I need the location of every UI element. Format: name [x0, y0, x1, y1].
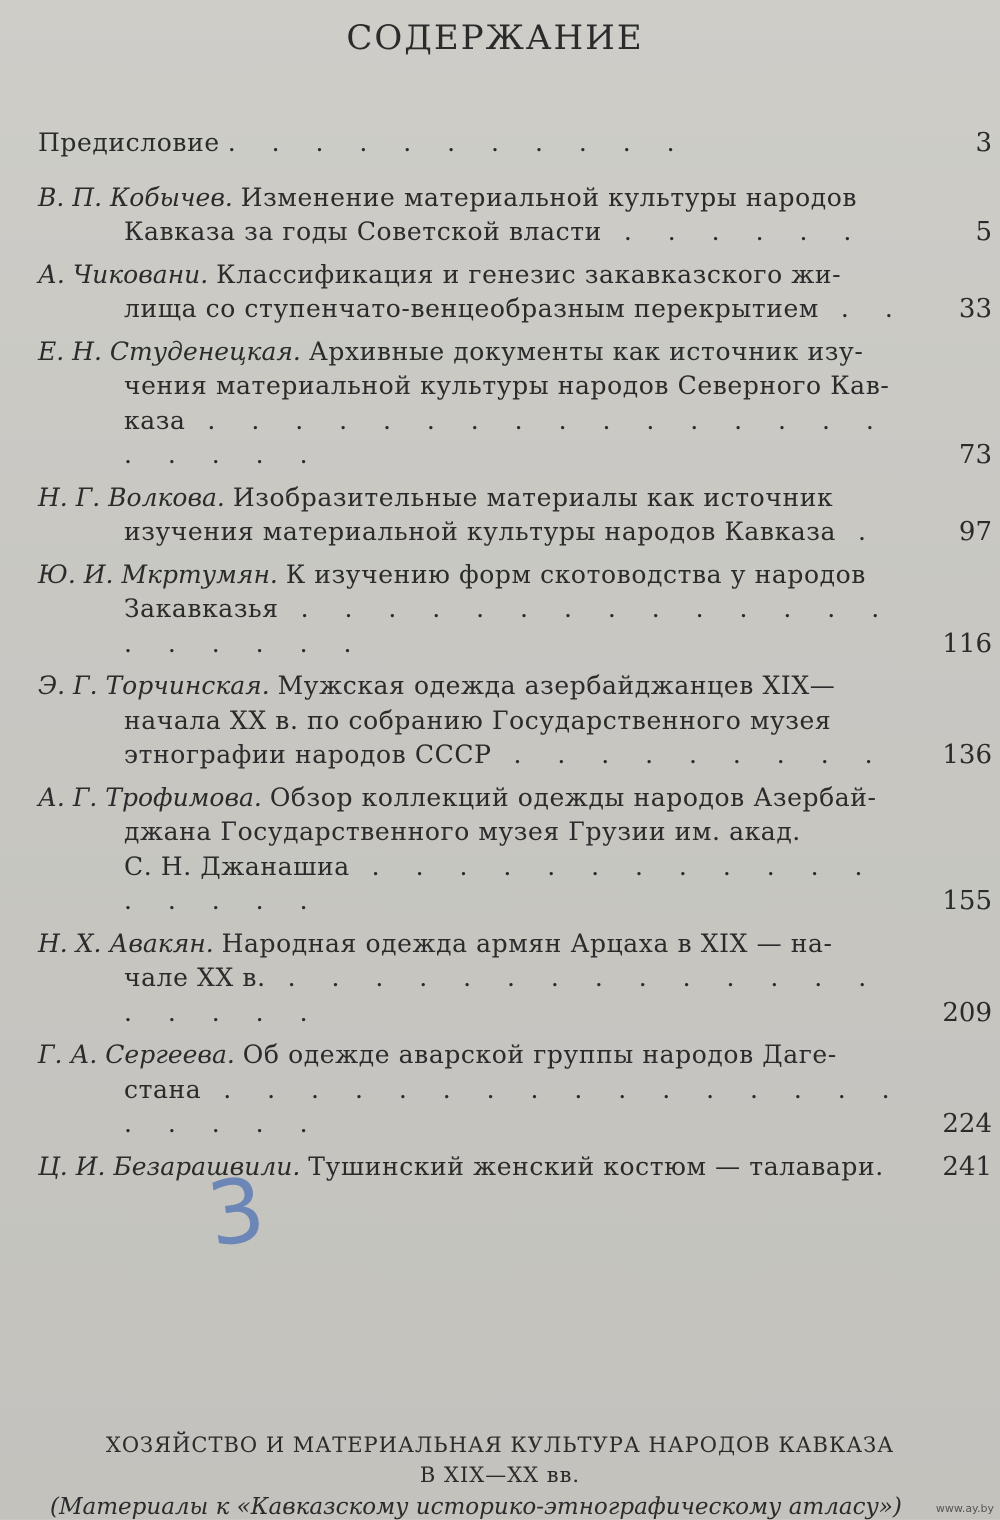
entry-title-line: изучения материальной культуры народов Кавказа — [124, 517, 837, 546]
leader-dots: . . . . . . . . . . . — [227, 128, 689, 157]
entry-author: Г. А. Сергеева. — [38, 1040, 235, 1069]
leader-dots: . . . . . . . . . . . . . . . . . . . . . — [124, 1074, 904, 1138]
page-number: 209 — [942, 997, 992, 1028]
entry-title-line: Тушинский женский костюм — талавари. — [308, 1151, 884, 1181]
entry-title-line: Обзор коллекций одежды народов Азербай- — [269, 782, 877, 812]
entry-author: В. П. Кобычев. — [38, 182, 233, 212]
table-of-contents — [38, 126, 998, 1192]
entry-title-line: этнографии народов СССР — [124, 740, 492, 769]
leader-dots: . . . . . . . . . . . . . . . . . — [124, 851, 877, 915]
entry-author: А. Г. Трофимова. — [38, 782, 262, 812]
toc-entry — [38, 481, 998, 550]
page-number: 116 — [942, 628, 992, 659]
page-number: 155 — [942, 886, 992, 916]
leader-dots: . — [836, 517, 880, 546]
toc-entry — [38, 669, 998, 773]
entry-title-line: К изучению форм скотоводства у народов — [285, 559, 866, 589]
entry-title-line: С. Н. Джанашиа — [124, 851, 350, 881]
entry-title-line: джана Государственного музея Грузии им. акад. — [124, 817, 801, 846]
page-number: 73 — [958, 440, 992, 470]
toc-entry — [38, 1038, 998, 1142]
entry-title-line: Закавказья — [124, 594, 279, 623]
toc-entry — [38, 335, 998, 473]
entry-title-line: Изобразительные материалы как источник — [232, 482, 834, 512]
entry-author: А. Чиковани. — [38, 259, 209, 289]
page-number: 5 — [975, 217, 992, 247]
toc-entry — [38, 927, 998, 1031]
entry-author: Э. Г. Торчинская. — [38, 671, 270, 700]
toc-entry — [38, 1150, 998, 1185]
entry-author: Ю. И. Мкртумян. — [38, 559, 278, 589]
page-number: 97 — [958, 517, 992, 547]
entry-author: Н. Г. Волкова. — [38, 482, 225, 512]
entry-title-line: стана — [124, 1074, 202, 1104]
toc-entry — [38, 258, 998, 327]
entry-title-line: Об одежде аварской группы народов Даге- — [242, 1040, 837, 1069]
entry-title-line: Мужская одежда азербайджанцев XIX— — [277, 671, 836, 700]
page-title: СОДЕРЖАНИЕ — [346, 18, 644, 58]
entry-author: Н. Х. Авакян. — [38, 928, 214, 958]
entry-title-line: Кавказа за годы Советской власти — [124, 217, 602, 246]
entry-title-line: Народная одежда армян Арцаха в XIX — на- — [221, 928, 833, 958]
imprint-title: ХОЗЯЙСТВО И МАТЕРИАЛЬНАЯ КУЛЬТУРА НАРОДОВ КАВКАЗА — [105, 1433, 895, 1457]
leader-dots: . . . . . . . . . — [491, 740, 887, 769]
book-imprint — [0, 1430, 1000, 1490]
entry-title-line: Классификация и генезис закавказского жи- — [216, 259, 842, 289]
toc-entry-preface — [38, 126, 998, 161]
imprint-subtitle: В XIX—XX вв. — [419, 1463, 581, 1487]
leader-dots: . . . . . . . . . . . . . . . . . . . . . — [124, 405, 888, 469]
page-number: 33 — [958, 294, 992, 324]
toc-entry — [38, 781, 998, 919]
page-number: 3 — [975, 128, 992, 158]
entry-title-line: лища со ступенчато-венцеобразным перекрытием — [124, 294, 819, 323]
toc-entry — [38, 181, 998, 250]
library-stamp: 3 — [201, 1156, 271, 1267]
entry-title: Предисловие — [38, 128, 220, 157]
leader-dots: . . . . . . . . . . . . . . . . . . . . — [124, 594, 894, 658]
entry-author: Ц. И. Безарашвили. — [38, 1151, 301, 1181]
leader-dots: . . . . . . — [601, 217, 866, 246]
entry-title-line: Архивные документы как источник изу- — [308, 336, 864, 366]
toc-entry — [38, 558, 998, 662]
entry-title-line: каза — [124, 405, 186, 435]
entry-author: Е. Н. Студенецкая. — [38, 336, 301, 366]
page-number: 241 — [942, 1151, 992, 1182]
page-number: 224 — [942, 1109, 992, 1139]
entry-title-line: Изменение материальной культуры народов — [240, 182, 858, 212]
entry-title-line: начала XX в. по собранию Государственного музея — [124, 705, 832, 735]
page-number: 136 — [942, 740, 992, 770]
entry-title-line: чале XX в. — [124, 963, 266, 992]
entry-title-line: чения материальной культуры народов Северного Кав- — [124, 371, 890, 400]
watermark: www.ay.by — [935, 1502, 994, 1515]
leader-dots: . . — [818, 294, 907, 323]
leader-dots: . . . . . . . . . . . . . . . . . . . — [124, 963, 881, 1027]
imprint-series: (Материалы к «Кавказскому историко-этнографическому атласу») — [50, 1494, 902, 1520]
